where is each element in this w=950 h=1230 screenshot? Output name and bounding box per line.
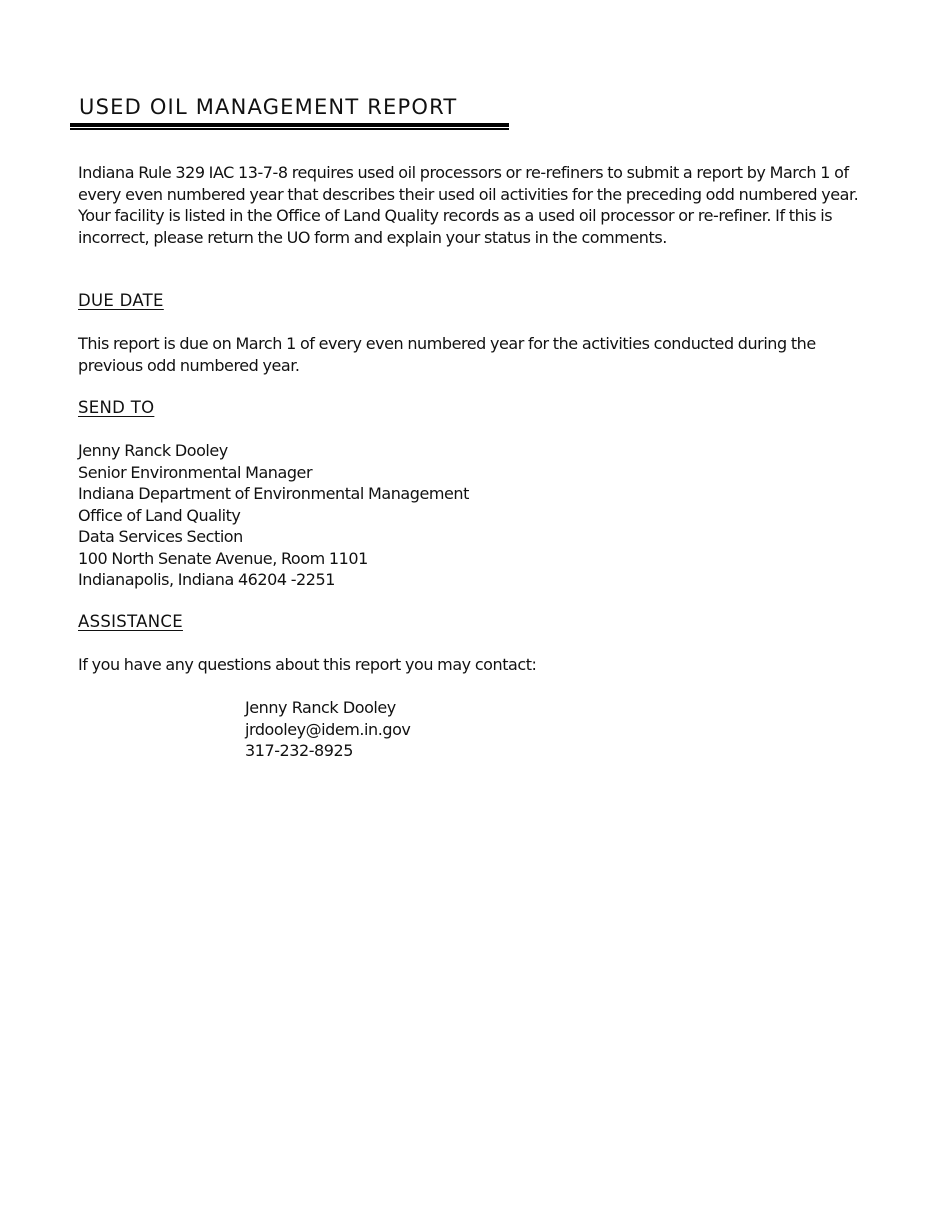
contact-phone: 317-232-8925 <box>245 741 353 760</box>
intro-line: every even numbered year that describes their used oil activities for the preceding odd numbered year. <box>78 184 859 204</box>
address-line: 100 North Senate Avenue, Room 1101 <box>78 548 368 568</box>
address-line: Data Services Section <box>78 527 243 546</box>
intro-line: incorrect, please return the UO form and explain your status in the comments. <box>78 227 667 247</box>
due-date-paragraph <box>78 333 858 376</box>
due-date-line: previous odd numbered year. <box>78 355 300 375</box>
address-line: Jenny Ranck Dooley <box>78 441 228 460</box>
assistance-heading: ASSISTANCE <box>78 612 183 631</box>
address-line: Office of Land Quality <box>78 505 241 525</box>
contact-block <box>245 697 410 762</box>
intro-line: Your facility is listed in the Office of Land Quality records as a used oil processor or re-refiner. If this is <box>78 206 833 225</box>
address-line: Senior Environmental Manager <box>78 462 313 482</box>
mailing-address <box>78 440 469 591</box>
title-underline-thick <box>70 123 509 127</box>
address-line: Indianapolis, Indiana 46204 -2251 <box>78 570 335 589</box>
assistance-text: If you have any questions about this report you may contact: <box>78 655 537 674</box>
address-line: Indiana Department of Environmental Management <box>78 484 469 503</box>
contact-email: jrdooley@idem.in.gov <box>245 719 411 739</box>
intro-paragraph <box>78 162 878 248</box>
contact-name: Jenny Ranck Dooley <box>245 698 396 717</box>
title-underline-thin <box>70 128 509 130</box>
report-title: USED OIL MANAGEMENT REPORT <box>79 95 458 119</box>
due-date-heading: DUE DATE <box>78 291 164 310</box>
send-to-heading: SEND TO <box>78 398 155 417</box>
due-date-line: This report is due on March 1 of every even numbered year for the activities conducted during the <box>78 334 816 353</box>
intro-line: Indiana Rule 329 IAC 13-7-8 requires used oil processors or re-refiners to submit a report by March 1 of <box>78 163 849 182</box>
